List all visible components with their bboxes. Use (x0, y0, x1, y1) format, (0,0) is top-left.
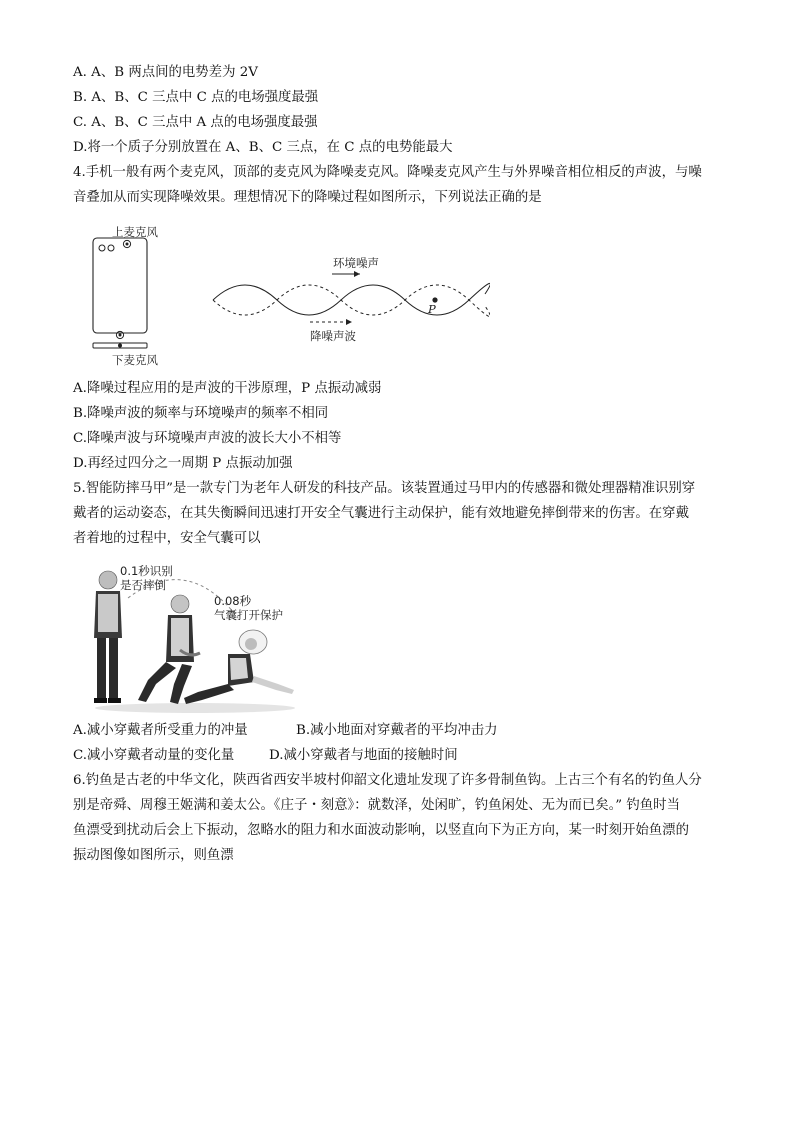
bottom-mic-label: 下麦克风 (112, 353, 158, 367)
q3-option-d: D.将一个质子分别放置在 A、B、C 三点，在 C 点的电势能最大 (73, 140, 453, 155)
q4-stem-line1: 4.手机一般有两个麦克风，顶部的麦克风为降噪麦克风。降噪麦克风产生与外界噪音相位相反的声波，与噪 (73, 165, 702, 180)
anti-arrow-head-icon (346, 319, 352, 325)
bottom-mic-dot (119, 334, 122, 337)
anti-noise-wave (213, 285, 490, 317)
ambient-noise-wave (213, 283, 490, 315)
q6-stem-line2: 别是帝舜、周穆王姬满和姜太公。《庄子・刻意》：就数泽，处闲旷，钓鱼闲处、无为而已矣。” 钓鱼时当 (73, 798, 680, 813)
airbag-label-1-line2: 是否摔倒 (120, 578, 166, 592)
q4-stem-line2: 音叠加从而实现降噪效果。理想情况下的降噪过程如图所示，下列说法正确的是 (73, 190, 542, 205)
q5-option-b: B.减小地面对穿戴者的平均冲击力 (296, 723, 498, 738)
phone-body (93, 238, 147, 333)
q5-option-c: C.减小穿戴者动量的变化量 (73, 748, 235, 763)
bottom-mic-port (118, 344, 122, 348)
airbag-label-1 (120, 564, 173, 592)
q3-option-a: A. A、B 两点间的电势差为 2V (73, 65, 258, 80)
q3-option-b: B. A、B、C 三点中 C 点的电场强度最强 (73, 90, 319, 105)
q4-option-c: C.降噪声波与环境噪声声波的波长大小不相等 (73, 431, 342, 446)
q5-stem-line2: 戴者的运动姿态，在其失衡瞬间迅速打开安全气囊进行主动保护，能有效地避免摔倒带来的伤害。在穿戴 (73, 506, 689, 521)
q5-options-row1 (73, 722, 498, 740)
ground-shadow (95, 703, 295, 713)
q5-option-d: D.减小穿戴者与地面的接触时间 (269, 748, 458, 763)
ambient-arrow-head-icon (354, 271, 360, 277)
airbag-label-2-line2: 气囊打开保护 (214, 608, 283, 622)
q4-option-b: B.降噪声波的频率与环境噪声的频率不相同 (73, 406, 329, 421)
top-mic-dot (126, 243, 129, 246)
q5-stem-line1: 5.智能防摔马甲”是一款专门为老年人研发的科技产品。该装置通过马甲内的传感器和微处理器精准识别穿 (73, 481, 696, 496)
airbag-label-2 (214, 594, 283, 622)
airbag-label-1-line1: 0.1秒识别 (120, 564, 173, 578)
q4-option-a: A.降噪过程应用的是声波的干涉原理，P 点振动减弱 (73, 381, 382, 396)
phone-camera-1 (99, 245, 105, 251)
phone-camera-2 (108, 245, 114, 251)
airbag-label-2-line1: 0.08秒 (214, 594, 252, 608)
q6-stem-line4: 振动图像如图所示，则鱼漂 (73, 848, 234, 863)
q4-option-d: D.再经过四分之一周期 P 点振动加强 (73, 456, 293, 471)
q6-stem-line1: 6.钓鱼是古老的中华文化，陕西省西安半坡村仰韶文化遗址发现了许多骨制鱼钩。上古三个有名的钓鱼人分 (73, 773, 702, 788)
q6-stem-line3: 鱼漂受到扰动后会上下振动，忽略水的阻力和水面波动影响，以竖直向下为正方向，某一时刻开始鱼漂的 (73, 823, 689, 838)
q5-stem-line3: 者着地的过程中，安全气囊可以 (73, 531, 261, 546)
q3-option-c: C. A、B、C 三点中 A 点的电场强度最强 (73, 115, 318, 130)
top-mic-label: 上麦克风 (112, 225, 158, 239)
q5-options-row2 (73, 747, 458, 765)
point-p-label: P (428, 302, 436, 316)
anti-noise-label: 降噪声波 (310, 329, 356, 343)
q5-option-a: A.减小穿戴者所受重力的冲量 (73, 723, 248, 738)
ambient-noise-label: 环境噪声 (333, 256, 379, 270)
